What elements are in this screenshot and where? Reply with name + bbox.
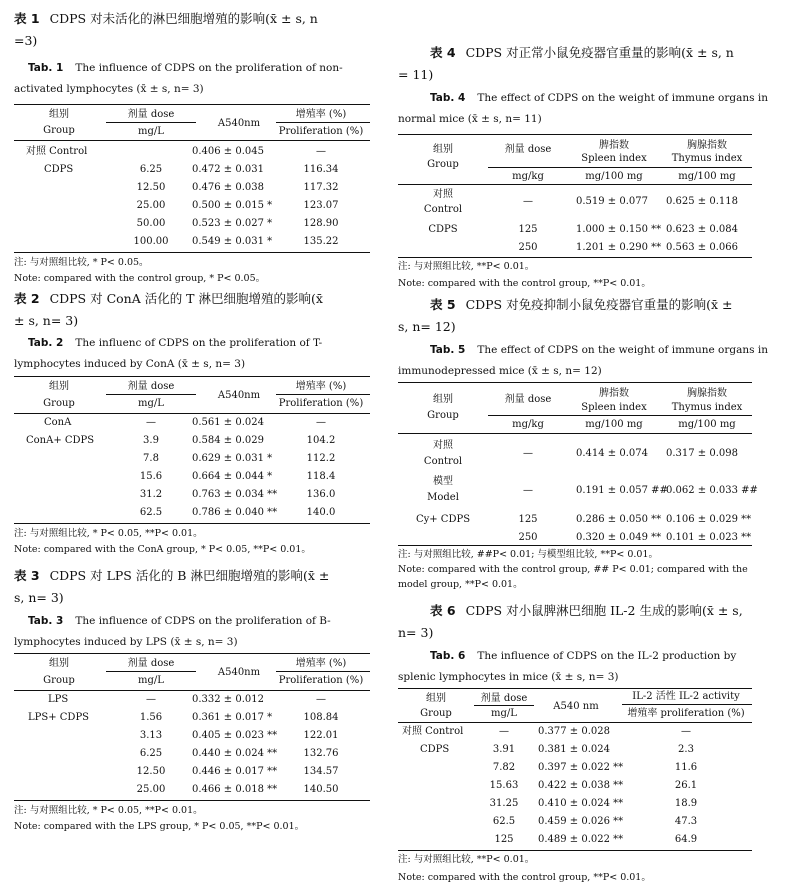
table-5-cell-group: 模型 — [433, 476, 453, 487]
table-1-cell-rate: 116.34 — [303, 164, 339, 175]
table-6-header-a540: A540 nm — [553, 701, 599, 712]
table-5-header-sub-rule — [488, 415, 752, 416]
table-6-header-group-en: Group — [420, 708, 452, 719]
table-6-cell-rate: 64.9 — [674, 834, 698, 845]
table-2-cell-dose: 15.6 — [139, 471, 163, 482]
table-2-cell-a: 0.664 ± 0.044 * — [192, 471, 273, 482]
table-6-header-dose: 剂量 dose — [480, 693, 528, 704]
table-3-bottom-rule — [14, 800, 370, 801]
table-2-bottom-rule — [14, 523, 370, 524]
table-2-header-group-cn: 组别 — [49, 381, 69, 392]
table-5-header-group-cn: 组别 — [433, 394, 453, 405]
table-5-cell-thymus: 0.106 ± 0.029 ** — [666, 514, 752, 525]
table-4-header-dose: 剂量 dose — [504, 144, 552, 155]
table-3-cell-dose: 12.50 — [136, 766, 166, 777]
table-4-header-spleen-en: Spleen index — [581, 153, 647, 164]
table-2-top-rule — [14, 376, 370, 377]
table-2-cell-rate: 112.2 — [306, 453, 336, 464]
table-5-header-thymus-unit: mg/100 mg — [678, 419, 736, 430]
table-2-header-sub-rule — [106, 394, 196, 395]
table-1-cell-dose: 50.00 — [136, 218, 166, 229]
table-4-cell-group: 对照 — [433, 189, 453, 200]
table-5-header-spleen-unit: mg/100 mg — [585, 419, 643, 430]
table-2-header-dose-unit: mg/L — [138, 398, 164, 409]
table-4-cell-dose: 250 — [518, 242, 538, 253]
table-4-header-thymus-en: Thymus index — [671, 153, 743, 164]
table-1-top-rule — [14, 104, 370, 105]
table-5-top-rule — [398, 382, 752, 383]
table-5-header-dose-unit: mg/kg — [512, 419, 544, 430]
table-2-cell-a: 0.786 ± 0.040 ** — [192, 507, 278, 518]
table-5-header-spleen-en: Spleen index — [581, 402, 647, 413]
table-4-note-cn: 注: 与对照组比较, **P< 0.01。 — [398, 261, 535, 272]
table-4-header-sub-rule — [488, 167, 752, 168]
table-6-cell-a: 0.410 ± 0.024 ** — [538, 798, 624, 809]
table-2-header-group-en: Group — [43, 398, 75, 409]
table-3-cell-a: 0.440 ± 0.024 ** — [192, 748, 278, 759]
table-1-header-rate: 增殖率 (%) — [295, 109, 347, 120]
table-3-cell-rate: 134.57 — [303, 766, 339, 777]
table-1-cell-rate: 117.32 — [303, 182, 339, 193]
table-3-cell-group: LPS+ CDPS — [28, 712, 90, 723]
table-3-header-group-cn: 组别 — [49, 658, 69, 669]
table-3-cell-dose: — — [146, 694, 156, 705]
table-6-cell-dose: 31.25 — [489, 798, 519, 809]
table-6-cn-title: 表 6 CDPS 对小鼠脾淋巴细胞 IL-2 生成的影响(x̄ ± s, — [430, 603, 743, 618]
table-5-cell-thymus: 0.062 ± 0.033 ## — [666, 485, 758, 496]
table-2-cell-rate: 104.2 — [306, 435, 336, 446]
table-5-cn-title: 表 5 CDPS 对免疫抑制小鼠免疫器官重量的影响(x̄ ± — [430, 297, 733, 312]
table-4-cell-thymus: 0.623 ± 0.084 — [666, 224, 738, 235]
table-3-cell-rate: 122.01 — [303, 730, 339, 741]
table-5-cn-title-cont: s, n= 12) — [398, 319, 456, 334]
table-5-cell-dose: — — [523, 485, 533, 496]
table-5-cell-spleen: 0.414 ± 0.074 — [576, 448, 648, 459]
table-4-cell-spleen: 1.000 ± 0.150 ** — [576, 224, 662, 235]
table-5-cell-thymus: 0.101 ± 0.023 ** — [666, 532, 752, 543]
table-1-cell-group: 对照 Control — [26, 146, 88, 157]
table-4-header-rule — [398, 184, 752, 185]
table-1-en-title: Tab. 1 The influence of CDPS on the proliferation of non- — [28, 62, 343, 74]
table-2-note-cn: 注: 与对照组比较, * P< 0.05, **P< 0.01。 — [14, 528, 203, 539]
table-2-cell-rate: — — [316, 417, 326, 428]
table-2-cell-dose: 62.5 — [139, 507, 163, 518]
table-6-en-title-cont: splenic lymphocytes in mice (x̄ ± s, n= 3) — [398, 671, 619, 683]
table-2-cell-rate: 136.0 — [306, 489, 336, 500]
table-5-cell-dose: — — [523, 448, 533, 459]
table-5-en-title-cont: immunodepressed mice (x̄ ± s, n= 12) — [398, 365, 602, 377]
table-6-en-title: Tab. 6 The influence of CDPS on the IL-2 production by — [430, 650, 737, 662]
table-3-header-rate: 增殖率 (%) — [295, 658, 347, 669]
table-3-en-title: Tab. 3 The influence of CDPS on the proliferation of B- — [28, 615, 331, 627]
table-4-en-title-cont: normal mice (x̄ ± s, n= 11) — [398, 113, 542, 125]
table-1-cell-dose: 25.00 — [136, 200, 166, 211]
table-6-cell-rate: 11.6 — [674, 762, 698, 773]
table-1-cell-rate: 128.90 — [303, 218, 339, 229]
table-4-top-rule — [398, 134, 752, 135]
table-1-cell-a: 0.472 ± 0.031 — [192, 164, 264, 175]
table-4-header-group-cn: 组别 — [433, 144, 453, 155]
table-5-cell-thymus: 0.317 ± 0.098 — [666, 448, 738, 459]
table-3-header-rate-en: Proliferation (%) — [278, 675, 364, 686]
table-4-cell-group-en: Control — [423, 204, 463, 215]
table-3-note-cn: 注: 与对照组比较, * P< 0.05, **P< 0.01。 — [14, 805, 203, 816]
table-1-cell-a: 0.500 ± 0.015 * — [192, 200, 273, 211]
table-1-cn-title: 表 1 CDPS 对未活化的淋巴细胞增殖的影响(x̄ ± s, n — [14, 11, 318, 26]
table-1-en-title-cont: activated lymphocytes (x̄ ± s, n= 3) — [14, 83, 204, 95]
table-3-cell-dose: 25.00 — [136, 784, 166, 795]
table-2-header-rate-en: Proliferation (%) — [278, 398, 364, 409]
table-6-cell-rate: 18.9 — [674, 798, 698, 809]
table-2-note-en: Note: compared with the ConA group, * P< 0.05, **P< 0.01。 — [14, 544, 311, 555]
table-2-cn-title-cont: ± s, n= 3) — [14, 313, 79, 328]
table-1-cell-dose: 12.50 — [136, 182, 166, 193]
table-5-header-group-en: Group — [427, 410, 459, 421]
table-1-cell-rate: 123.07 — [303, 200, 339, 211]
table-1-cell-rate: — — [316, 146, 326, 157]
table-1-header-dose: 剂量 dose — [127, 109, 175, 120]
table-4-header-group-en: Group — [427, 159, 459, 170]
table-1-cell-a: 0.406 ± 0.045 — [192, 146, 264, 157]
table-6-header-rule — [398, 722, 752, 723]
table-2-header-rule — [14, 413, 370, 414]
table-3-note-en: Note: compared with the LPS group, * P< 0.05, **P< 0.01。 — [14, 821, 305, 832]
table-4-cell-dose: — — [523, 196, 533, 207]
table-3-cell-dose: 6.25 — [139, 748, 163, 759]
table-5-bottom-rule — [398, 545, 752, 546]
table-2-cell-rate: 140.0 — [306, 507, 336, 518]
table-4-note-en: Note: compared with the control group, **P< 0.01。 — [398, 278, 651, 289]
table-3-header-dose-unit: mg/L — [138, 675, 164, 686]
table-2-cell-dose: 7.8 — [143, 453, 159, 464]
table-3-cell-group: LPS — [48, 694, 69, 705]
table-1-bottom-rule — [14, 252, 370, 253]
table-6-cell-a: 0.459 ± 0.026 ** — [538, 816, 624, 827]
table-6-cell-dose: 62.5 — [492, 816, 516, 827]
table-3-en-title-cont: lymphocytes induced by LPS (x̄ ± s, n= 3) — [14, 636, 238, 648]
table-1-header-sub-rule — [106, 122, 196, 123]
table-6-header-sub-rule — [474, 705, 534, 706]
table-5-cell-spleen: 0.286 ± 0.050 ** — [576, 514, 662, 525]
table-1-header-sub-rule-2 — [276, 122, 370, 123]
table-6-header-il2: IL-2 活性 IL-2 activity — [632, 691, 740, 702]
table-1-note-en: Note: compared with the control group, * P< 0.05。 — [14, 273, 266, 284]
table-5-header-spleen-cn: 脾指数 — [599, 388, 629, 399]
table-5-cell-group: 对照 — [433, 440, 453, 451]
table-1-header-dose-unit: mg/L — [138, 126, 164, 137]
table-6-header-dose-unit: mg/L — [491, 708, 517, 719]
table-6-cell-a: 0.381 ± 0.024 — [538, 744, 610, 755]
table-5-cell-spleen: 0.320 ± 0.049 ** — [576, 532, 662, 543]
table-6-note-en: Note: compared with the control group, **P< 0.01。 — [398, 872, 651, 883]
table-6-cell-rate: 26.1 — [674, 780, 698, 791]
table-3-top-rule — [14, 653, 370, 654]
table-6-header-sub-rule-2 — [622, 704, 752, 705]
table-6-cell-dose: 125 — [494, 834, 514, 845]
table-1-cell-a: 0.523 ± 0.027 * — [192, 218, 273, 229]
table-2-cell-group: ConA — [44, 417, 72, 428]
table-6-cn-title-cont: n= 3) — [398, 625, 434, 640]
table-2-cell-rate: 118.4 — [306, 471, 336, 482]
table-2-cell-dose: — — [146, 417, 156, 428]
table-2-header-dose: 剂量 dose — [127, 381, 175, 392]
table-6-header-group-cn: 组别 — [426, 693, 446, 704]
table-6-cell-dose: 3.91 — [492, 744, 516, 755]
table-1-cell-dose: 6.25 — [139, 164, 163, 175]
table-2-cell-dose: 3.9 — [143, 435, 159, 446]
table-1-note-cn: 注: 与对照组比较, * P< 0.05。 — [14, 257, 149, 268]
table-3-header-sub-rule — [106, 671, 196, 672]
table-3-cell-rate: 140.50 — [303, 784, 339, 795]
table-5-cell-dose: 250 — [518, 532, 538, 543]
table-4-cell-thymus: 0.625 ± 0.118 — [666, 196, 738, 207]
table-2-cell-a: 0.629 ± 0.031 * — [192, 453, 273, 464]
table-1-cell-dose: 100.00 — [133, 236, 169, 247]
table-4-cell-dose: 125 — [518, 224, 538, 235]
table-1-header-rule — [14, 140, 370, 141]
table-3-cell-rate: — — [316, 694, 326, 705]
table-4-cell-thymus: 0.563 ± 0.066 — [666, 242, 738, 253]
table-3-cell-a: 0.332 ± 0.012 — [192, 694, 264, 705]
table-4-header-thymus-unit: mg/100 mg — [678, 171, 736, 182]
table-6-cell-a: 0.397 ± 0.022 ** — [538, 762, 624, 773]
table-5-en-title: Tab. 5 The effect of CDPS on the weight of immune organs in — [430, 344, 768, 356]
table-2-header-sub-rule-2 — [276, 394, 370, 395]
table-2-en-title-cont: lymphocytes induced by ConA (x̄ ± s, n= 3) — [14, 358, 246, 370]
table-4-cell-spleen: 1.201 ± 0.290 ** — [576, 242, 662, 253]
table-4-header-dose-unit: mg/kg — [512, 171, 544, 182]
table-4-en-title: Tab. 4 The effect of CDPS on the weight of immune organs in — [430, 92, 768, 104]
table-4-bottom-rule — [398, 257, 752, 258]
table-1-cn-title-cont: =3) — [14, 33, 38, 48]
table-3-cell-rate: 108.84 — [303, 712, 339, 723]
table-4-header-thymus-cn: 胸腺指数 — [687, 140, 727, 151]
table-3-header-sub-rule-2 — [276, 671, 370, 672]
table-3-cell-a: 0.446 ± 0.017 ** — [192, 766, 278, 777]
table-2-en-title: Tab. 2 The influenc of CDPS on the proliferation of T- — [28, 337, 323, 349]
table-3-header-a540: A540nm — [217, 667, 261, 678]
table-6-bottom-rule — [398, 850, 752, 851]
table-6-cell-rate: 2.3 — [678, 744, 694, 755]
table-4-header-spleen-unit: mg/100 mg — [585, 171, 643, 182]
table-6-cell-rate: 47.3 — [674, 816, 698, 827]
table-2-header-a540: A540nm — [217, 390, 261, 401]
table-6-cell-a: 0.489 ± 0.022 ** — [538, 834, 624, 845]
table-6-cell-dose: 7.82 — [492, 762, 516, 773]
table-6-cell-group: CDPS — [420, 744, 450, 755]
table-5-header-thymus-cn: 胸腺指数 — [687, 388, 727, 399]
table-6-note-cn: 注: 与对照组比较, **P< 0.01。 — [398, 854, 535, 865]
table-3-header-group-en: Group — [43, 675, 75, 686]
table-2-cn-title: 表 2 CDPS 对 ConA 活化的 T 淋巴细胞增殖的影响(x̄ — [14, 291, 323, 306]
table-2-cell-dose: 31.2 — [139, 489, 163, 500]
table-5-note-en: Note: compared with the control group, ## P< 0.01; compared with the — [398, 564, 748, 575]
table-1-cell-a: 0.476 ± 0.038 — [192, 182, 264, 193]
table-4-cn-title-cont: = 11) — [398, 67, 434, 82]
table-3-cell-a: 0.361 ± 0.017 * — [192, 712, 273, 723]
table-3-header-rule — [14, 690, 370, 691]
table-5-note-cn: 注: 与对照组比较, ##P< 0.01; 与模型组比较, **P< 0.01。 — [398, 549, 658, 560]
table-1-header-group-cn: 组别 — [49, 109, 69, 120]
table-3-cell-dose: 3.13 — [139, 730, 163, 741]
table-4-header-spleen-cn: 脾指数 — [599, 140, 629, 151]
table-1-header-rate-en: Proliferation (%) — [278, 126, 364, 137]
table-6-cell-dose: — — [499, 726, 509, 737]
table-5-header-thymus-en: Thymus index — [671, 402, 743, 413]
table-6-cell-dose: 15.63 — [489, 780, 519, 791]
table-4-cn-title: 表 4 CDPS 对正常小鼠免疫器官重量的影响(x̄ ± s, n — [430, 45, 734, 60]
table-1-cell-rate: 135.22 — [303, 236, 339, 247]
table-3-header-dose: 剂量 dose — [127, 658, 175, 669]
table-2-header-rate: 增殖率 (%) — [295, 381, 347, 392]
table-3-cell-dose: 1.56 — [139, 712, 163, 723]
table-5-cell-group: Cy+ CDPS — [415, 514, 471, 525]
table-5-header-dose: 剂量 dose — [504, 394, 552, 405]
table-1-header-a540: A540nm — [217, 118, 261, 129]
table-3-cell-rate: 132.76 — [303, 748, 339, 759]
table-5-note-en-cont: model group, **P< 0.01。 — [398, 579, 523, 590]
table-3-cell-a: 0.466 ± 0.018 ** — [192, 784, 278, 795]
table-5-cell-spleen: 0.191 ± 0.057 ## — [576, 485, 668, 496]
table-2-cell-group: ConA+ CDPS — [26, 435, 95, 446]
table-5-cell-group-en: Model — [427, 492, 459, 503]
table-4-cell-spleen: 0.519 ± 0.077 — [576, 196, 648, 207]
table-2-cell-a: 0.763 ± 0.034 ** — [192, 489, 278, 500]
table-6-cell-rate: — — [681, 726, 691, 737]
table-6-cell-a: 0.422 ± 0.038 ** — [538, 780, 624, 791]
table-5-header-rule — [398, 433, 752, 434]
table-6-top-rule — [398, 688, 752, 689]
table-5-cell-dose: 125 — [518, 514, 538, 525]
table-2-cell-a: 0.584 ± 0.029 — [192, 435, 264, 446]
table-1-header-group-en: Group — [43, 125, 75, 136]
table-2-cell-a: 0.561 ± 0.024 — [192, 417, 264, 428]
table-3-cn-title-cont: s, n= 3) — [14, 590, 64, 605]
table-6-header-rate: 增殖率 proliferation (%) — [627, 708, 745, 719]
table-4-cell-group: CDPS — [428, 224, 458, 235]
table-3-cn-title: 表 3 CDPS 对 LPS 活化的 B 淋巴细胞增殖的影响(x̄ ± — [14, 568, 330, 583]
table-1-cell-a: 0.549 ± 0.031 * — [192, 236, 273, 247]
table-3-cell-a: 0.405 ± 0.023 ** — [192, 730, 278, 741]
table-6-cell-a: 0.377 ± 0.028 — [538, 726, 610, 737]
table-5-cell-group-en: Control — [423, 456, 463, 467]
table-6-cell-group: 对照 Control — [402, 726, 464, 737]
table-1-cell-group: CDPS — [44, 164, 74, 175]
